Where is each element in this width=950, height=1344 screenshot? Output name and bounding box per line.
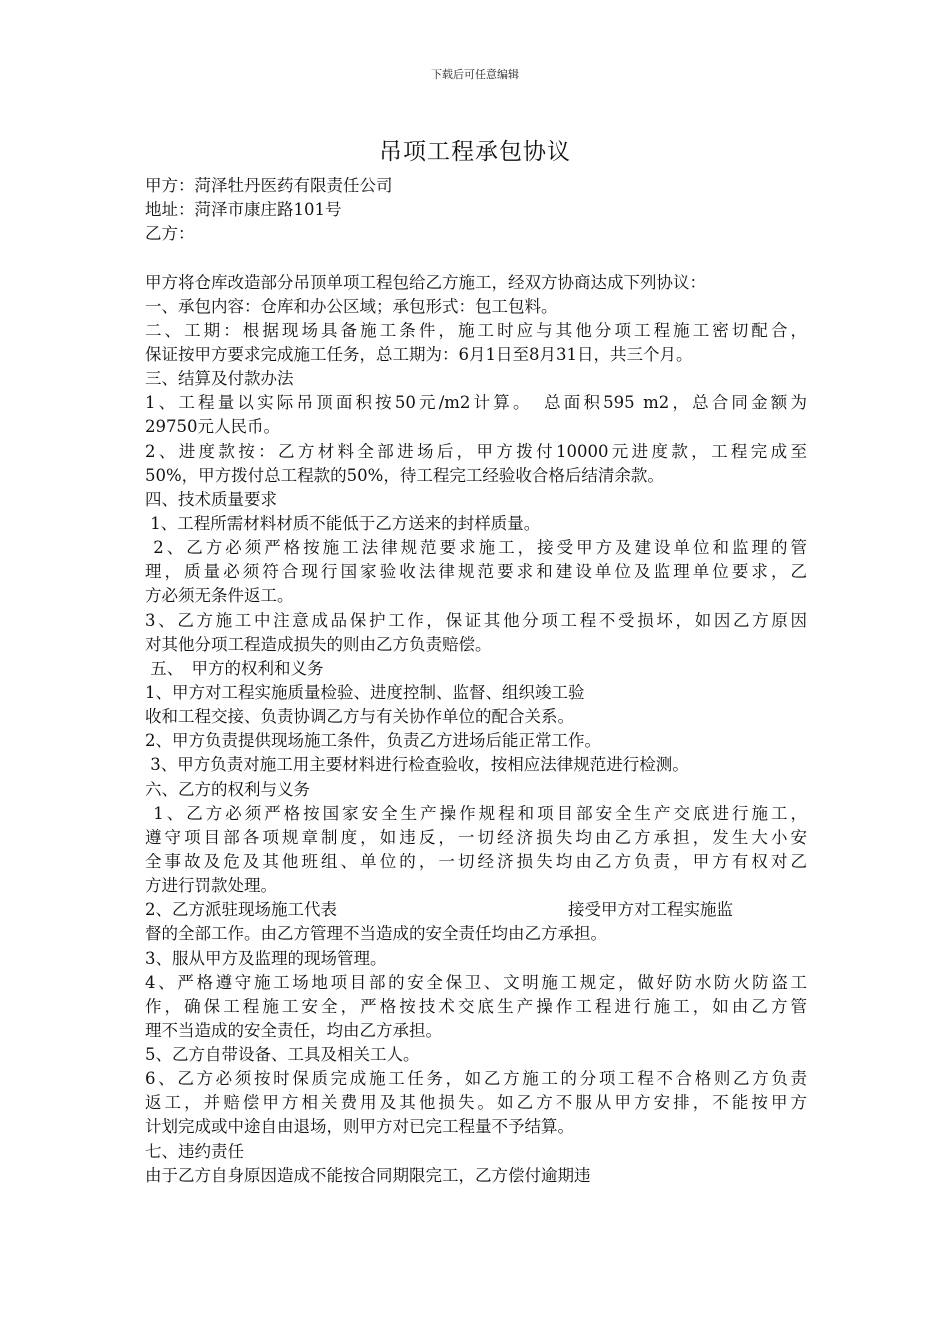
section-5-line: 2、甲方负责提供现场施工条件，负责乙方进场后能正常工作。 [145, 731, 601, 751]
section-6-line: 1、乙方必须严格按国家安全生产操作规程和项目部安全生产交底进行施工， [145, 803, 807, 823]
preamble-line: 甲方将仓库改造部分吊顶单项工程包给乙方施工，经双方协商达成下列协议： [145, 272, 706, 292]
section-6-heading: 六、乙方的权利与义务 [145, 779, 310, 799]
section-4-line: 对其他分项工程造成损失的则由乙方负责赔偿。 [145, 634, 492, 654]
section-4-line: 2、乙方必须严格按施工法律规范要求施工，接受甲方及建设单位和监理的管 [145, 538, 807, 558]
address-line: 地址：菏泽市康庄路101号 [145, 200, 342, 220]
section-6-line: 方进行罚款处理。 [145, 876, 277, 896]
section-6-line: 5、乙方自带设备、工具及相关工人。 [145, 1045, 420, 1065]
party-b-line: 乙方： [145, 224, 195, 244]
section-3-line: 29750元人民币。 [145, 417, 280, 437]
section-6-line: 作，确保工程施工安全，严格按技术交底生产操作工程进行施工，如由乙方管 [145, 996, 807, 1016]
section-7-heading: 七、违约责任 [145, 1141, 244, 1161]
section-5-line: 3、甲方负责对施工用主要材料进行检查验收，按相应法律规范进行检测。 [145, 755, 689, 775]
header-note: 下载后可任意编辑 [431, 68, 519, 81]
section-5-line: 收和工程交接、负责协调乙方与有关协作单位的配合关系。 [145, 707, 574, 727]
document-body [145, 174, 807, 1188]
section-3-line: 2、进度款按：乙方材料全部进场后，甲方拨付10000元进度款，工程完成至 [145, 441, 807, 461]
section-6-line: 遵守项目部各项规章制度，如违反，一切经济损失均由乙方承担，发生大小安 [145, 827, 807, 847]
section-3-line: 50%，甲方拨付总工程款的50%，待工程完工经验收合格后结清余款。 [145, 465, 664, 485]
section-6-line: 全事故及危及其他班组、单位的，一切经济损失均由乙方负责，甲方有权对乙 [145, 851, 807, 871]
section-5-heading: 五、 甲方的权利和义务 [145, 658, 324, 678]
section-6-line: 督的全部工作。由乙方管理不当造成的安全责任均由乙方承担。 [145, 924, 607, 944]
section-6-line: 计划完成或中途自由退场，则甲方对已完工程量不予结算。 [145, 1117, 574, 1137]
section-6-line: 6、乙方必须按时保质完成施工任务，如乙方施工的分项工程不合格则乙方负责 [145, 1069, 807, 1089]
document-title: 吊项工程承包协议 [379, 139, 571, 165]
section-6-line: 3、服从甲方及监理的现场管理。 [145, 948, 387, 968]
party-a-line: 甲方：菏泽牡丹医药有限责任公司 [145, 176, 393, 195]
section-4-line: 3、乙方施工中注意成品保护工作，保证其他分项工程不受损坏，如因乙方原因 [145, 610, 807, 630]
section-4-line: 方必须无条件返工。 [145, 586, 294, 606]
section-4-line: 理，质量必须符合现行国家验收法律规范要求和建设单位及监理单位要求，乙 [145, 562, 807, 582]
section-5-line: 1、甲方对工程实施质量检验、进度控制、监督、组织竣工验 [145, 682, 585, 702]
section-2-line: 保证按甲方要求完成施工任务，总工期为：6月1日至8月31日，共三个月。 [145, 344, 693, 364]
section-7-line: 由于乙方自身原因造成不能按合同期限完工，乙方偿付逾期违 [145, 1165, 591, 1185]
section-6-line: 2、乙方派驻现场施工代表 接受甲方对工程实施监 [145, 900, 733, 920]
section-4-heading: 四、技术质量要求 [145, 489, 277, 509]
section-3-line: 1、工程量以实际吊顶面积按50元/m2计算。 总面积595 m2，总合同金额为 [145, 393, 807, 413]
section-4-line: 1、工程所需材料材质不能低于乙方送来的封样质量。 [145, 513, 541, 533]
section-6-line: 返工，并赔偿甲方相关费用及其他损失。如乙方不服从甲方安排，不能按甲方 [145, 1093, 807, 1113]
section-6-line: 理不当造成的安全责任，均由乙方承担。 [145, 1020, 442, 1040]
section-3-heading: 三、结算及付款办法 [145, 369, 294, 389]
section-1-line: 一、承包内容：仓库和办公区域；承包形式：包工包料。 [145, 296, 558, 316]
blank-line [145, 246, 807, 270]
section-6-line: 4、严格遵守施工场地项目部的安全保卫、文明施工规定，做好防水防火防盗工 [145, 972, 807, 992]
section-2-line: 二、工期：根据现场具备施工条件，施工时应与其他分项工程施工密切配合， [145, 320, 807, 340]
